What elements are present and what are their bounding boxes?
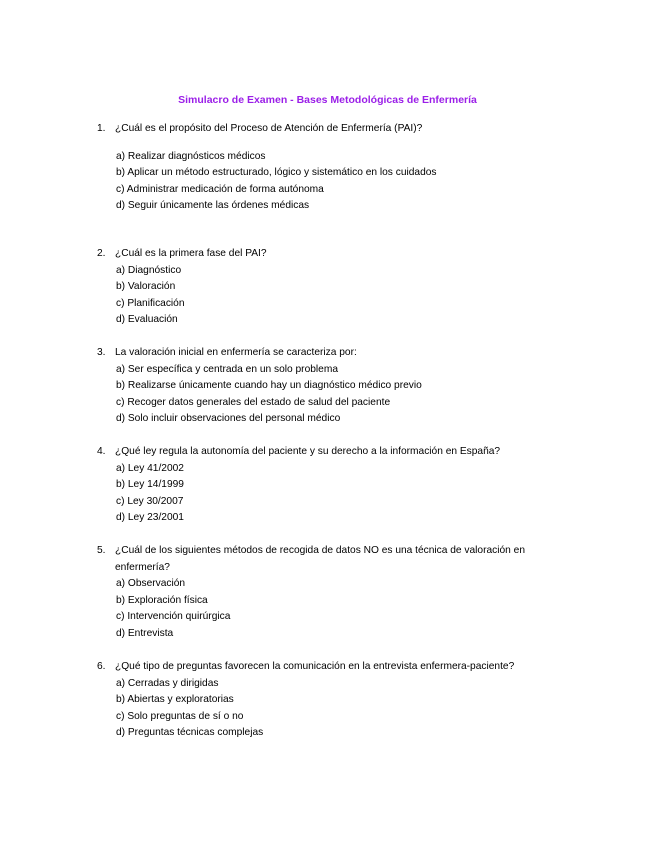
option-a: a) Ser específica y centrada en un solo problema <box>116 363 338 375</box>
question-number: 6. <box>97 661 106 672</box>
option-list <box>116 263 567 329</box>
question-1 <box>97 121 567 215</box>
question-text: ¿Cuál es el propósito del Proceso de Atención de Enfermería (PAI)? <box>115 123 423 134</box>
option-c: c) Solo preguntas de sí o no <box>116 710 244 722</box>
question-6 <box>97 659 567 742</box>
question-4 <box>97 444 567 527</box>
question-number: 3. <box>97 347 106 358</box>
question-text: ¿Cuál es la primera fase del PAI? <box>115 248 267 259</box>
option-a: a) Observación <box>116 578 186 589</box>
question-text: ¿Cuál de los siguientes métodos de recogida de datos NO es una técnica de valoración en enfermería? <box>115 545 526 573</box>
option-d: d) Entrevista <box>116 627 174 639</box>
option-b: b) Exploración física <box>116 594 208 606</box>
option-a: a) Ley 41/2002 <box>116 462 184 474</box>
question-number: 2. <box>97 248 106 259</box>
question-header <box>97 659 567 676</box>
option-c: c) Ley 30/2007 <box>116 495 184 507</box>
option-d: d) Evaluación <box>116 314 178 325</box>
question-2 <box>97 246 567 329</box>
option-b: b) Ley 14/1999 <box>116 479 184 490</box>
question-header <box>97 246 567 263</box>
question-number: 5. <box>97 545 106 556</box>
option-d: d) Ley 23/2001 <box>116 512 184 523</box>
option-b: b) Realizarse únicamente cuando hay un diagnóstico médico previo <box>116 380 422 391</box>
question-text: ¿Qué ley regula la autonomía del paciente y su derecho a la información en España? <box>115 446 501 457</box>
question-number: 1. <box>97 123 106 134</box>
question-text: La valoración inicial en enfermería se caracteriza por: <box>115 347 357 358</box>
option-b: b) Abiertas y exploratorias <box>116 694 234 705</box>
question-number: 4. <box>97 446 106 457</box>
question-text: ¿Qué tipo de preguntas favorecen la comunicación en la entrevista enfermera-paciente? <box>115 661 515 672</box>
option-b: b) Valoración <box>116 281 176 292</box>
option-c: c) Administrar medicación de forma autónoma <box>116 183 324 195</box>
option-d: d) Solo incluir observaciones del personal médico <box>116 413 341 424</box>
option-a: a) Diagnóstico <box>116 264 182 276</box>
question-header <box>97 345 567 362</box>
option-list <box>116 576 567 642</box>
option-list <box>116 461 567 527</box>
option-list <box>116 362 567 428</box>
option-d: d) Preguntas técnicas complejas <box>116 727 264 738</box>
document-title: Simulacro de Examen - Bases Metodológicas de Enfermería <box>178 94 477 106</box>
option-a: a) Cerradas y dirigidas <box>116 677 219 689</box>
option-d: d) Seguir únicamente las órdenes médicas <box>116 200 310 211</box>
option-a: a) Realizar diagnósticos médicos <box>116 150 266 162</box>
option-c: c) Recoger datos generales del estado de salud del paciente <box>116 396 391 408</box>
question-5 <box>97 543 567 642</box>
option-list <box>116 676 567 742</box>
option-c: c) Intervención quirúrgica <box>116 611 231 622</box>
option-list <box>116 149 567 215</box>
question-header <box>97 543 567 576</box>
question-header <box>97 444 567 461</box>
question-header <box>97 121 567 138</box>
option-b: b) Aplicar un método estructurado, lógico y sistemático en los cuidados <box>116 167 437 178</box>
question-3 <box>97 345 567 428</box>
option-c: c) Planificación <box>116 297 185 309</box>
